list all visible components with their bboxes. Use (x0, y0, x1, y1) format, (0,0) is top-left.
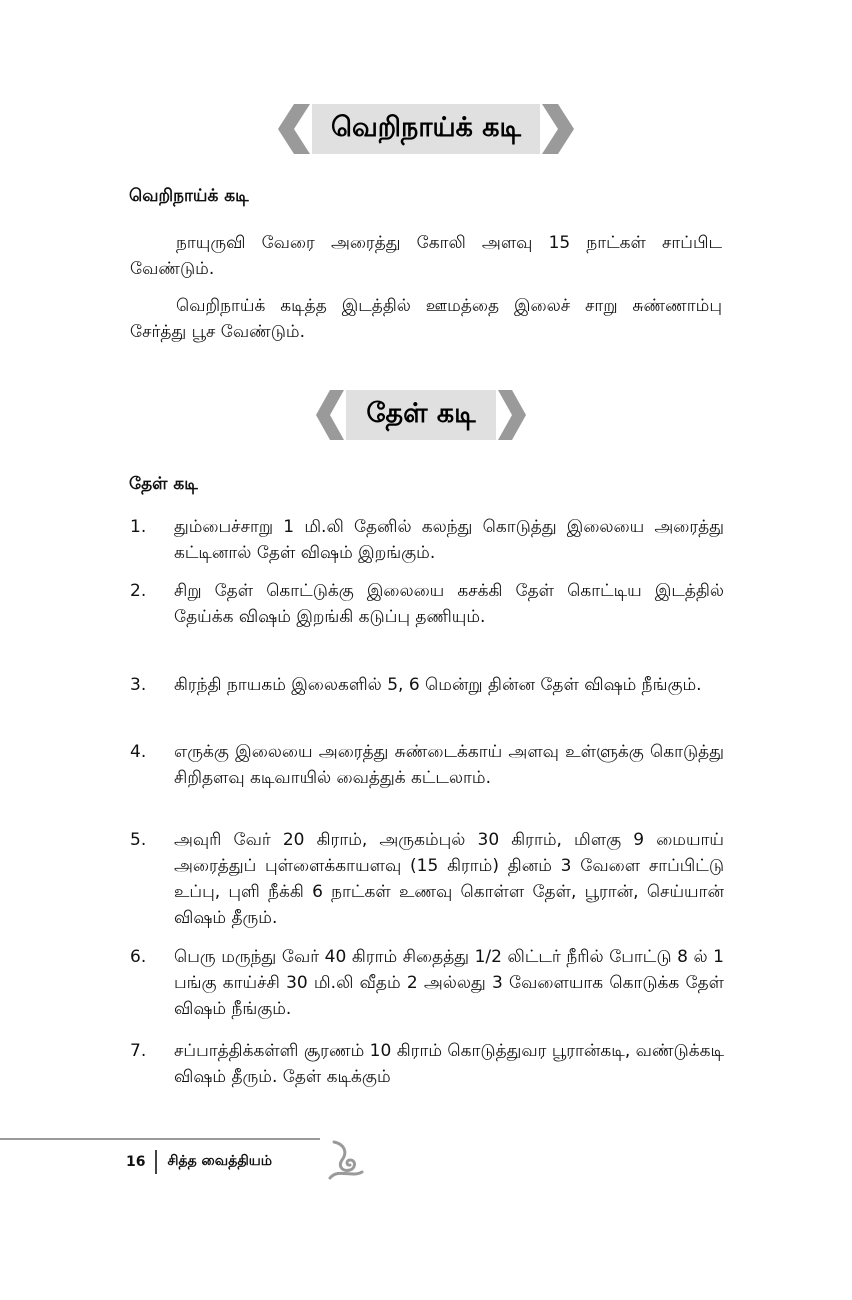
book-title: சித்த வைத்தியம் (167, 1153, 273, 1169)
list-item-text: கிரந்தி நாயகம் இலைகளில் 5, 6 மென்று தின்ன தேள் விஷம் நீங்கும். (174, 675, 702, 695)
list-item-text: சப்பாத்திக்கள்ளி சூரணம் 10 கிராம் கொடுத்துவர பூரான்கடி, வண்டுக்கடி விஷம் தீரும். தேள் கடிக்கும் (174, 1041, 724, 1087)
list-item-number: 7. (130, 1041, 147, 1061)
list-item-number: 4. (130, 742, 147, 762)
list-item (130, 827, 724, 931)
footer-separator (155, 1150, 157, 1174)
list-item-number: 2. (130, 581, 147, 601)
list-item-text: அவுரி வேர் 20 கிராம், அருகம்புல் 30 கிராம், மிளகு 9 மையாய் அரைத்துப் புள்ளைக்காயளவு (15 கிராம்) தினம் 3 வேளை சாப்பிட்டு உப்பு, புளி நீக்கி 6 நாட்கள் உணவு கொள்ள தேள், பூரான், செய்யான் விஷம் தீரும். (174, 830, 724, 928)
list-item (130, 1038, 724, 1090)
subheading-scorpion-sting: தேள் கடி (129, 474, 198, 494)
left-chevron-icon (316, 390, 344, 440)
list-item (130, 672, 724, 698)
list-item-number: 3. (130, 675, 147, 695)
page-number: 16 (126, 1154, 146, 1170)
list-item-number: 5. (130, 830, 147, 850)
list-item-text: பெரு மருந்து வேர் 40 கிராம் சிதைத்து 1/2 லிட்டர் நீரில் போட்டு 8 ல் 1 பங்கு காய்ச்சி 30 மி.லி வீதம் 2 அல்லது 3 வேளையாக கொடுக்க தேள் விஷம் நீங்கும். (174, 947, 724, 1019)
section-banner-rabies-bite (278, 104, 574, 154)
paragraph: நாயுருவி வேரை அரைத்து கோலி அளவு 15 நாட்கள் சாப்பிட வேண்டும். (130, 233, 722, 279)
right-chevron-icon (498, 390, 526, 440)
paragraph: வெறிநாய்க் கடித்த இடத்தில் ஊமத்தை இலைச் சாறு சுண்ணாம்பு சேர்த்து பூச வேண்டும். (130, 296, 722, 342)
footer-rule (0, 1138, 320, 1140)
left-chevron-icon (278, 104, 310, 154)
list-item-number: 6. (130, 947, 147, 967)
list-item (130, 514, 724, 566)
list-item-number: 1. (130, 517, 147, 537)
subheading-rabies-bite: வெறிநாய்க் கடி (129, 186, 249, 206)
page-footer (126, 1148, 272, 1176)
section-banner-scorpion-sting (316, 390, 526, 440)
list-item (130, 944, 724, 1022)
banner-title: தேள் கடி (346, 390, 496, 440)
right-chevron-icon (542, 104, 574, 154)
list-item (130, 578, 724, 630)
banner-title: வெறிநாய்க் கடி (312, 104, 540, 154)
list-item (130, 739, 724, 791)
list-item-text: தும்பைச்சாறு 1 மி.லி தேனில் கலந்து கொடுத்து இலையை அரைத்து கட்டினால் தேள் விஷம் இறங்கும். (174, 517, 724, 563)
list-item-text: சிறு தேள் கொட்டுக்கு இலையை கசக்கி தேள் கொட்டிய இடத்தில் தேய்க்க விஷம் இறங்கி கடுப்பு தணியும். (174, 581, 724, 627)
list-item-text: எருக்கு இலையை அரைத்து சுண்டைக்காய் அளவு உள்ளுக்கு கொடுத்து சிறிதளவு கடிவாயில் வைத்துக் கட்டலாம். (174, 742, 724, 788)
flourish-ornament-icon (326, 1138, 366, 1182)
